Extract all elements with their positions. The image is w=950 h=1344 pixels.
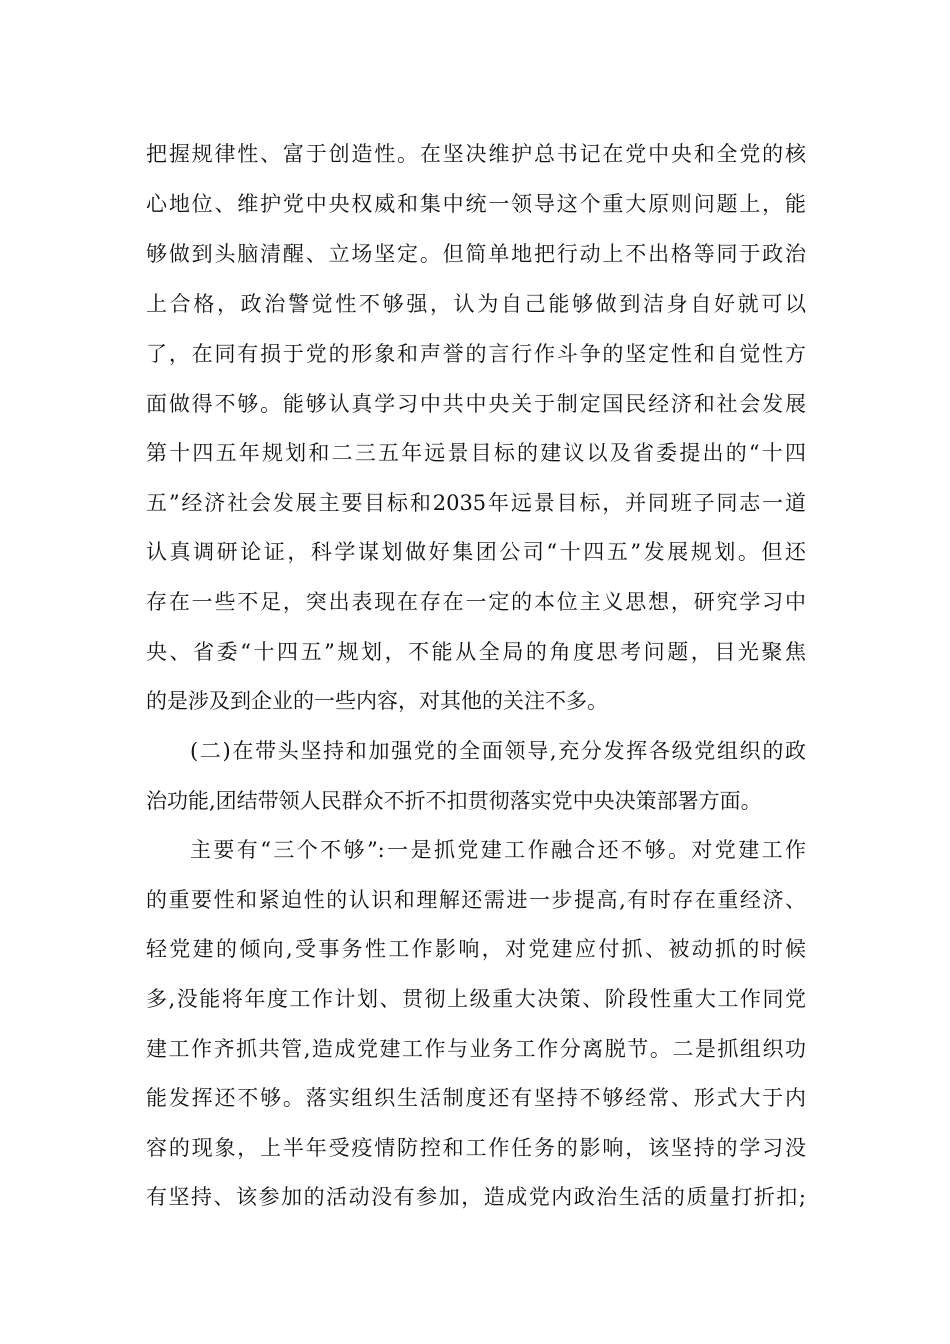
text-line: 五”经济社会发展主要目标和2035年远景目标，并同班子同志一道 (146, 491, 806, 515)
text-line: 建工作齐抓共管,造成党建工作与业务工作分离脱节。二是抓组织功 (146, 1037, 806, 1061)
text-line: 心地位、维护党中央权威和集中统一领导这个重大原则问题上，能 (146, 192, 806, 216)
text-line: 央、省委“十四五”规划，不能从全局的角度思考问题，目光聚焦 (146, 640, 806, 664)
text-line: 上合格，政治警觉性不够强，认为自己能够做到洁身自好就可以 (146, 292, 806, 316)
section-heading-line: (二)在带头坚持和加强党的全面领导,充分发挥各级党组织的政 (190, 739, 806, 763)
text-line: 够做到头脑清醒、立场坚定。但简单地把行动上不出格等同于政治 (146, 242, 806, 266)
text-line: 存在一些不足，突出表现在存在一定的本位主义思想，研究学习中 (146, 590, 806, 614)
section-heading-line: 治功能,团结带领人民群众不折不扣贯彻落实党中央决策部署方面。 (146, 789, 762, 813)
text-line: 有坚持、该参加的活动没有参加，造成党内政治生活的质量打折扣; (146, 1185, 806, 1209)
text-line: 能发挥还不够。落实组织生活制度还有坚持不够经常、形式大于内 (146, 1086, 806, 1110)
text-line: 主要有“三个不够”:一是抓党建工作融合还不够。对党建工作 (190, 838, 806, 862)
text-line: 面做得不够。能够认真学习中共中央关于制定国民经济和社会发展 (146, 392, 806, 416)
text-line: 多,没能将年度工作计划、贯彻上级重大决策、阶段性重大工作同党 (146, 987, 806, 1011)
text-line: 第十四五年规划和二三五年远景目标的建议以及省委提出的“十四 (146, 441, 806, 465)
text-line: 了，在同有损于党的形象和声誉的言行作斗争的坚定性和自觉性方 (146, 342, 806, 366)
text-line: 容的现象，上半年受疫情防控和工作任务的影响，该坚持的学习没 (146, 1136, 806, 1160)
text-line: 的重要性和紧迫性的认识和理解还需进一步提高,有时存在重经济、 (146, 888, 806, 912)
text-line: 的是涉及到企业的一些内容，对其他的关注不多。 (146, 689, 608, 713)
text-line: 把握规律性、富于创造性。在坚决维护总书记在党中央和全党的核 (146, 142, 806, 166)
text-line: 认真调研论证，科学谋划做好集团公司“十四五”发展规划。但还 (146, 540, 806, 564)
text-line: 轻党建的倾向,受事务性工作影响，对党建应付抓、被动抓的时候 (146, 937, 806, 961)
